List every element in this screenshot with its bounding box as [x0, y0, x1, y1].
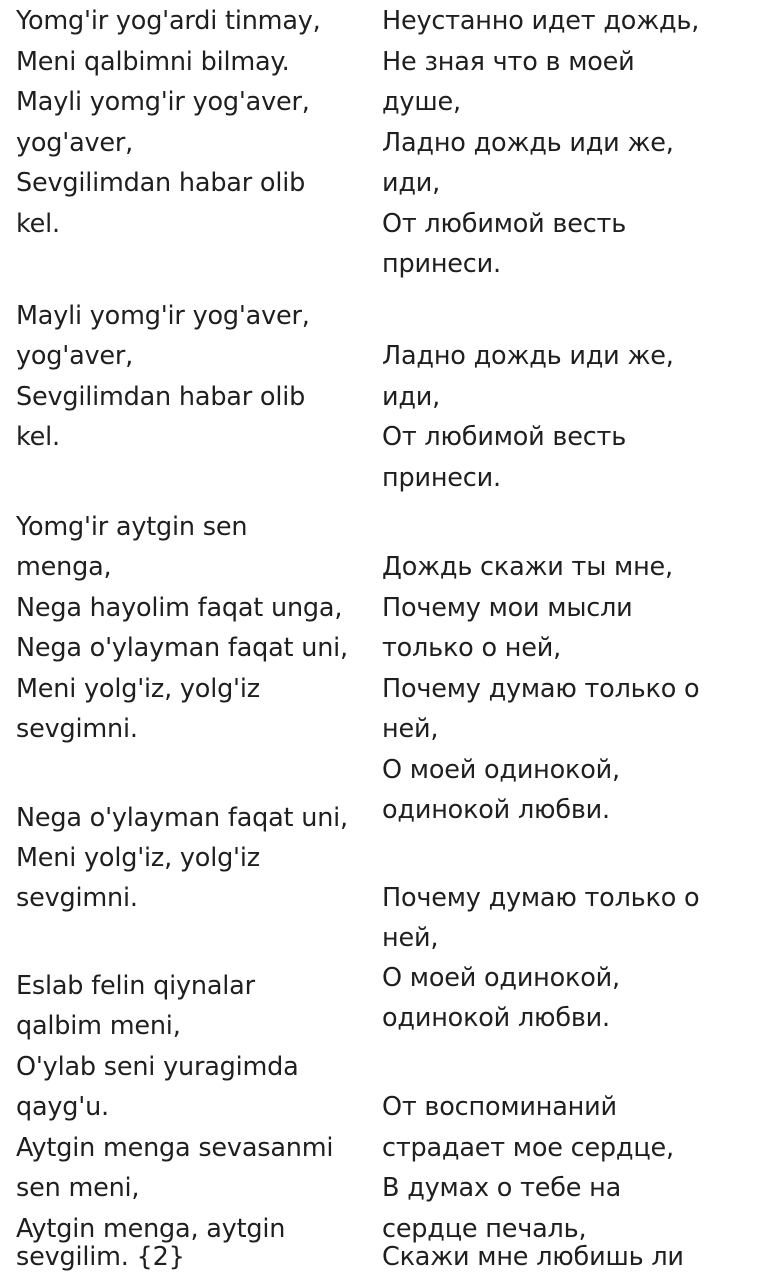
- lyric-line-ru: Почему мои мысли: [382, 593, 633, 623]
- lyric-line-uz: qalbim meni,: [16, 1011, 181, 1041]
- lyric-line-ru: сердце печаль,: [382, 1214, 587, 1244]
- lyric-line-uz: Nega o'ylayman faqat uni,: [16, 633, 348, 663]
- lyric-line-uz: Yomg'ir yog'ardi tinmay,: [16, 6, 321, 36]
- lyric-line-ru: только о ней,: [382, 633, 562, 663]
- lyric-line-ru: Не зная что в моей: [382, 47, 635, 77]
- lyric-line-uz: sen meni,: [16, 1173, 140, 1203]
- lyric-line-uz: sevgilim. {2}: [16, 1242, 185, 1272]
- lyric-line-uz: Yomg'ir aytgin sen: [16, 512, 248, 542]
- lyric-line-uz: Meni yolg'iz, yolg'iz: [16, 843, 260, 873]
- lyric-line-uz: Sevgilimdan habar olib: [16, 168, 306, 198]
- lyric-line-uz: Sevgilimdan habar olib: [16, 382, 306, 412]
- lyric-line-ru: Дождь скажи ты мне,: [382, 552, 673, 582]
- lyric-line-ru: ней,: [382, 923, 439, 953]
- lyric-line-ru: ней,: [382, 714, 439, 744]
- lyric-line-ru: От любимой весть: [382, 422, 627, 452]
- lyric-line-uz: qayg'u.: [16, 1092, 109, 1122]
- lyric-line-ru: принеси.: [382, 463, 501, 493]
- lyric-line-uz: Aytgin menga, aytgin: [16, 1214, 286, 1244]
- lyric-line-uz: Mayli yomg'ir yog'aver,: [16, 87, 310, 117]
- lyric-line-ru: Скажи мне любишь ли: [382, 1242, 684, 1272]
- lyric-line-ru: От воспоминаний: [382, 1092, 617, 1122]
- lyric-line-uz: kel.: [16, 209, 60, 239]
- lyric-line-ru: В думах о тебе на: [382, 1173, 622, 1203]
- lyric-line-uz: yog'aver,: [16, 128, 134, 158]
- lyric-line-uz: menga,: [16, 552, 112, 582]
- lyric-line-uz: Mayli yomg'ir yog'aver,: [16, 301, 310, 331]
- lyric-line-uz: kel.: [16, 422, 60, 452]
- lyric-line-ru: иди,: [382, 382, 441, 412]
- lyric-line-ru: Ладно дождь иди же,: [382, 128, 674, 158]
- lyric-line-ru: страдает мое сердце,: [382, 1133, 674, 1163]
- lyric-line-uz: sevgimni.: [16, 714, 138, 744]
- lyric-line-uz: Eslab felin qiynalar: [16, 971, 255, 1001]
- lyric-line-uz: Aytgin menga sevasanmi: [16, 1133, 334, 1163]
- lyric-line-ru: одинокой любви.: [382, 795, 610, 825]
- lyric-line-ru: Ладно дождь иди же,: [382, 341, 674, 371]
- lyric-line-ru: иди,: [382, 168, 441, 198]
- lyric-line-uz: Nega hayolim faqat unga,: [16, 593, 343, 623]
- lyric-line-ru: Неустанно идет дождь,: [382, 6, 700, 36]
- lyric-line-uz: Nega o'ylayman faqat uni,: [16, 803, 348, 833]
- lyric-line-ru: Почему думаю только о: [382, 883, 700, 913]
- lyric-line-ru: принеси.: [382, 249, 501, 279]
- lyric-line-ru: От любимой весть: [382, 209, 627, 239]
- lyric-line-uz: Meni yolg'iz, yolg'iz: [16, 674, 260, 704]
- lyric-line-uz: yog'aver,: [16, 341, 134, 371]
- lyric-line-ru: Почему думаю только о: [382, 674, 700, 704]
- lyric-line-ru: О моей одинокой,: [382, 963, 620, 993]
- lyric-line-ru: О моей одинокой,: [382, 755, 620, 785]
- lyric-line-ru: душе,: [382, 87, 461, 117]
- lyric-line-uz: Meni qalbimni bilmay.: [16, 47, 290, 77]
- lyric-line-ru: одинокой любви.: [382, 1003, 610, 1033]
- lyric-line-uz: sevgimni.: [16, 883, 138, 913]
- lyric-line-uz: O'ylab seni yuragimda: [16, 1052, 299, 1082]
